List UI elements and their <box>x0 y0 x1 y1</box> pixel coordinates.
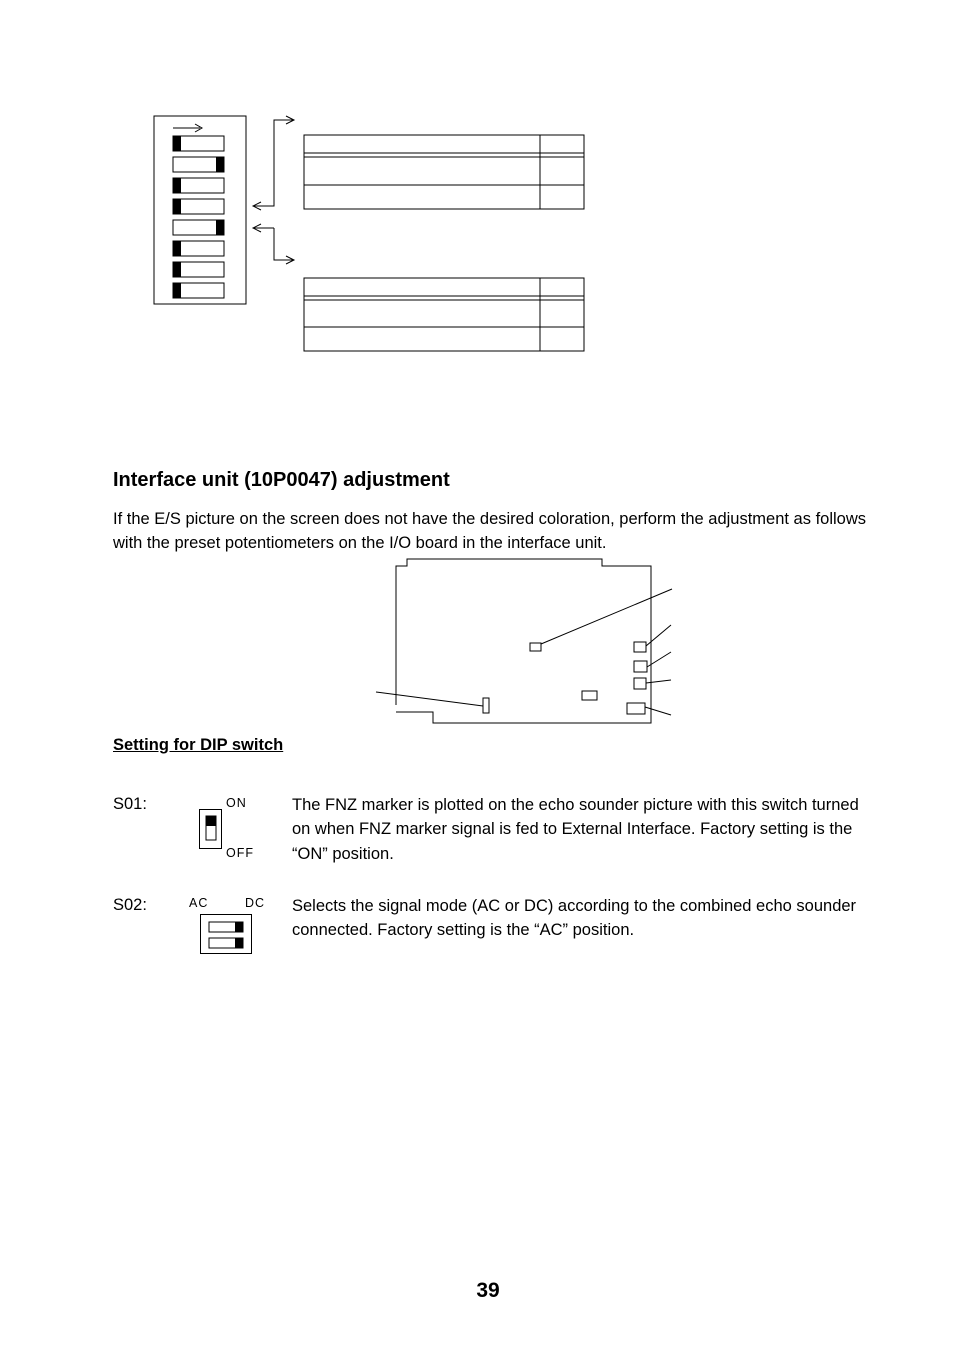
s02-description: Selects the signal mode (AC or DC) according to the combined echo sounder connected. Factory setting is the “AC” position. <box>292 897 857 940</box>
board-component <box>530 643 541 651</box>
s02-label: S02: <box>113 896 147 914</box>
board-component <box>627 703 645 714</box>
board-component <box>483 698 489 713</box>
board-outline <box>396 559 651 723</box>
dip-switch-heading: Setting for DIP switch <box>113 736 284 754</box>
board-component <box>634 642 646 652</box>
s01-switch-icon <box>199 809 223 850</box>
s02-ac-label: AC <box>189 896 209 910</box>
leader-lines <box>376 589 672 715</box>
section-title: Interface unit (10P0047) adjustment <box>113 469 450 491</box>
s01-description: The FNZ marker is plotted on the echo sounder picture with this switch turned on when FNZ marker signal is fed to External Interface. Factory setting is the “ON” position. <box>292 796 859 863</box>
s02-dc-label: DC <box>245 896 266 910</box>
board-component <box>634 678 646 689</box>
board-component <box>582 691 597 700</box>
board-component <box>634 661 647 672</box>
s01-off-label: OFF <box>226 846 254 860</box>
s01-label: S01: <box>113 795 147 813</box>
s02-switch-icon <box>200 914 253 955</box>
page-number: 39 <box>476 1279 500 1302</box>
intro-paragraph: If the E/S picture on the screen does not have the desired coloration, perform the adjustment as follows with the preset potentiometers on the I/O board in the interface unit. <box>113 510 867 552</box>
s01-on-label: ON <box>226 796 247 810</box>
